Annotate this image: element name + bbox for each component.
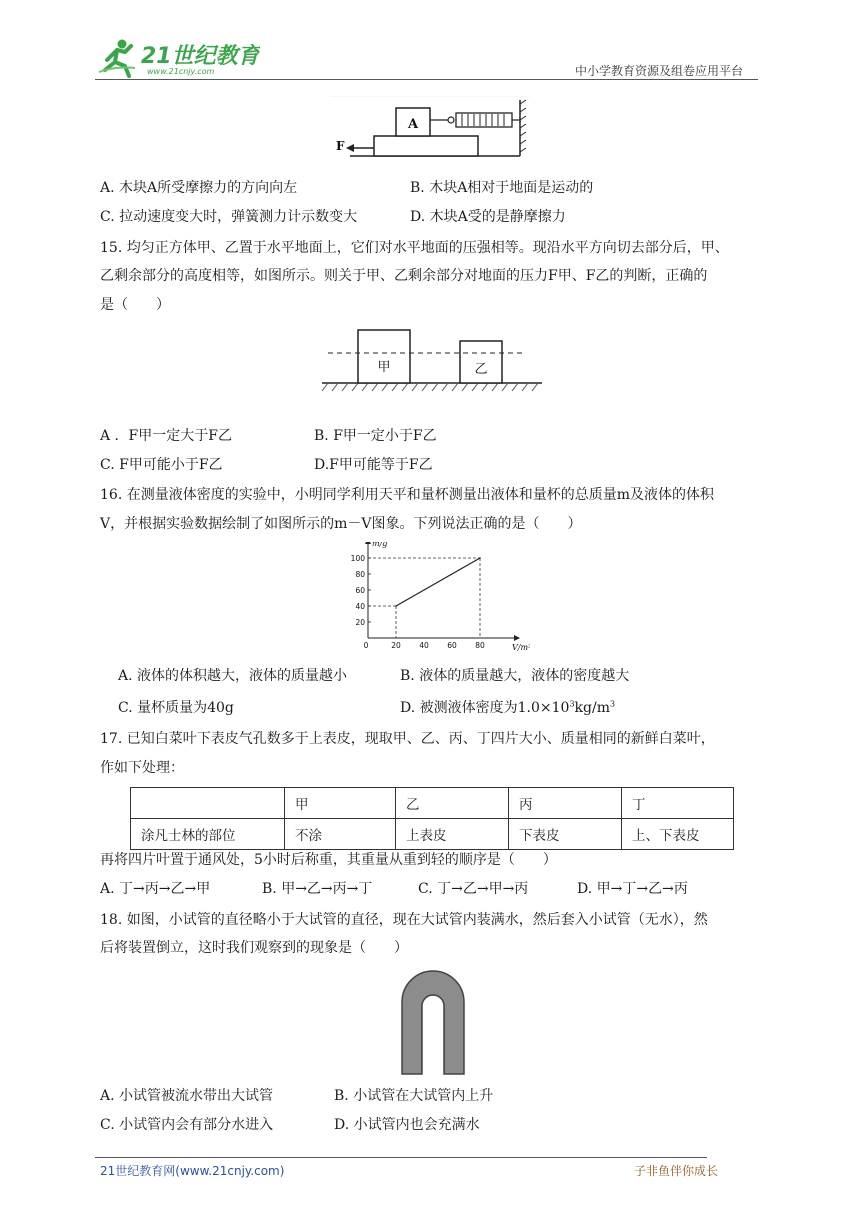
x-tick-label: 20 xyxy=(391,641,401,650)
table-cell: 不涂 xyxy=(285,819,396,850)
q17-option-a: A. 丁→丙→乙→甲 xyxy=(100,881,211,897)
y-tick-label: 40 xyxy=(355,602,365,611)
q16-option-a: A. 液体的体积越大，液体的质量越小 xyxy=(118,668,348,684)
table-row xyxy=(131,819,734,850)
q16-option-d-unit: kg/m xyxy=(574,700,610,716)
table-cell: 乙 xyxy=(396,788,509,819)
table-cell: 上表皮 xyxy=(396,819,509,850)
q16-stem-line-1: 16. 在测量液体密度的实验中，小明同学利用天平和量杯测量出液体和量杯的总质量m及液体的体积 xyxy=(100,487,714,503)
force-label: F xyxy=(336,139,345,153)
x-tick-label: 40 xyxy=(419,641,429,650)
footer-slogan: 子非鱼伴你成长 xyxy=(634,1164,719,1178)
y-tick-label: 20 xyxy=(355,618,365,627)
q15-figure xyxy=(318,325,546,395)
q17-after-table: 再将四片叶置于通风处，5小时后称重，其重量从重到轻的顺序是（ ） xyxy=(100,852,557,868)
q14-option-c: C. 拉动速度变大时，弹簧测力计示数变大 xyxy=(100,209,358,225)
q15-option-c: C. F甲可能小于F乙 xyxy=(100,457,223,473)
table-cell: 涂凡士林的部位 xyxy=(131,819,285,850)
q18-stem-line-2: 后将装置倒立，这时我们观察到的现象是（ ） xyxy=(100,940,408,956)
q15-option-d: D.F甲可能等于F乙 xyxy=(314,457,433,473)
q17-option-c: C. 丁→乙→甲→丙 xyxy=(418,881,529,897)
q17-table xyxy=(130,787,734,850)
header-divider xyxy=(95,79,758,80)
y-tick-label: 80 xyxy=(355,570,365,579)
x-tick-label: 60 xyxy=(447,641,457,650)
runner-logo-icon xyxy=(95,36,260,78)
q16-option-d-exp1: 3 xyxy=(569,699,575,709)
table-cell: 上、下表皮 xyxy=(622,819,734,850)
q16-option-b: B. 液体的质量越大，液体的密度越大 xyxy=(400,668,630,684)
y-axis-label: m/g xyxy=(372,542,388,548)
q17-option-b: B. 甲→乙→丙→丁 xyxy=(262,881,373,897)
table-header-row xyxy=(131,788,734,819)
q15-option-a: A ．F甲一定大于F乙 xyxy=(100,428,232,444)
q18-tube-figure xyxy=(398,966,468,1076)
mv-chart-svg xyxy=(340,542,530,654)
q16-option-c: C. 量杯质量为40g xyxy=(118,700,234,716)
q18-option-b: B. 小试管在大试管内上升 xyxy=(334,1088,494,1104)
table-cell: 丁 xyxy=(622,788,734,819)
y-axis-arrow xyxy=(365,542,371,544)
table-cell: 丙 xyxy=(509,788,622,819)
q16-option-d xyxy=(400,698,615,718)
data-point xyxy=(395,605,397,607)
q18-stem-line-1: 18. 如图，小试管的直径略小于大试管的直径，现在大试管内装满水，然后套入小试管（无水），然 xyxy=(100,912,708,928)
series-line xyxy=(396,558,480,606)
table-cell xyxy=(131,788,285,819)
q15-stem-line-3: 是（ ） xyxy=(100,297,170,313)
q17-stem-line-1: 17. 已知白菜叶下表皮气孔数多于上表皮，现取甲、乙、丙、丁四片大小、质量相同的新鲜白菜叶， xyxy=(100,731,715,747)
q15-stem-line-2: 乙剩余部分的高度相等，如图所示。则关于甲、乙剩余部分对地面的压力F甲、F乙的判断，正确的 xyxy=(100,268,708,284)
q18-option-d: D. 小试管内也会充满水 xyxy=(334,1117,480,1133)
q14-option-b: B. 木块A相对于地面是运动的 xyxy=(410,180,594,196)
table-cell: 下表皮 xyxy=(509,819,622,850)
q15-option-b: B. F甲一定小于F乙 xyxy=(314,428,437,444)
logo-text: 21世纪教育 xyxy=(141,44,260,69)
table-cell: 甲 xyxy=(285,788,396,819)
cube-jia-label: 甲 xyxy=(377,360,391,375)
q16-stem-line-2: V，并根据实验数据绘制了如图所示的m－V图象。下列说法正确的是（ ） xyxy=(100,516,582,532)
cube-yi-label: 乙 xyxy=(474,362,488,377)
logo-url: www.21cnjy.com xyxy=(147,67,215,76)
q18-option-a: A. 小试管被流水带出大试管 xyxy=(100,1088,274,1104)
data-point xyxy=(479,557,481,559)
q17-stem-line-2: 作如下处理： xyxy=(100,760,184,776)
q14-option-a: A. 木块A所受摩擦力的方向向左 xyxy=(100,180,298,196)
q14-figure xyxy=(330,96,530,160)
q18-option-c: C. 小试管内会有部分水进入 xyxy=(100,1117,274,1133)
footer-divider xyxy=(95,1157,707,1158)
q17-option-d: D. 甲→丁→乙→丙 xyxy=(577,881,688,897)
x-axis-arrow xyxy=(514,635,520,641)
y-tick-label: 100 xyxy=(350,554,365,563)
mv-chart xyxy=(340,542,530,654)
x-tick-label: 80 xyxy=(475,641,485,650)
y-tick-label: 60 xyxy=(355,586,365,595)
q16-option-d-exp2: 3 xyxy=(609,699,616,709)
header-title: 中小学教育资源及组卷应用平台 xyxy=(575,64,744,78)
x-axis-label: V/m³ xyxy=(512,643,530,652)
block-a-label: A xyxy=(407,117,419,132)
header-logo xyxy=(95,36,260,78)
footer-site-link[interactable]: 21世纪教育网(www.21cnjy.com) xyxy=(100,1164,285,1178)
q14-option-d: D. 木块A受的是静摩擦力 xyxy=(410,209,566,225)
x-tick-label: 0 xyxy=(363,641,369,650)
q15-stem-line-1: 15. 均匀正方体甲、乙置于水平地面上，它们对水平地面的压强相等。现沿水平方向切去部分后，甲、 xyxy=(100,240,729,256)
q16-option-d-prefix: D. 被测液体密度为1.0×10 xyxy=(400,700,570,716)
